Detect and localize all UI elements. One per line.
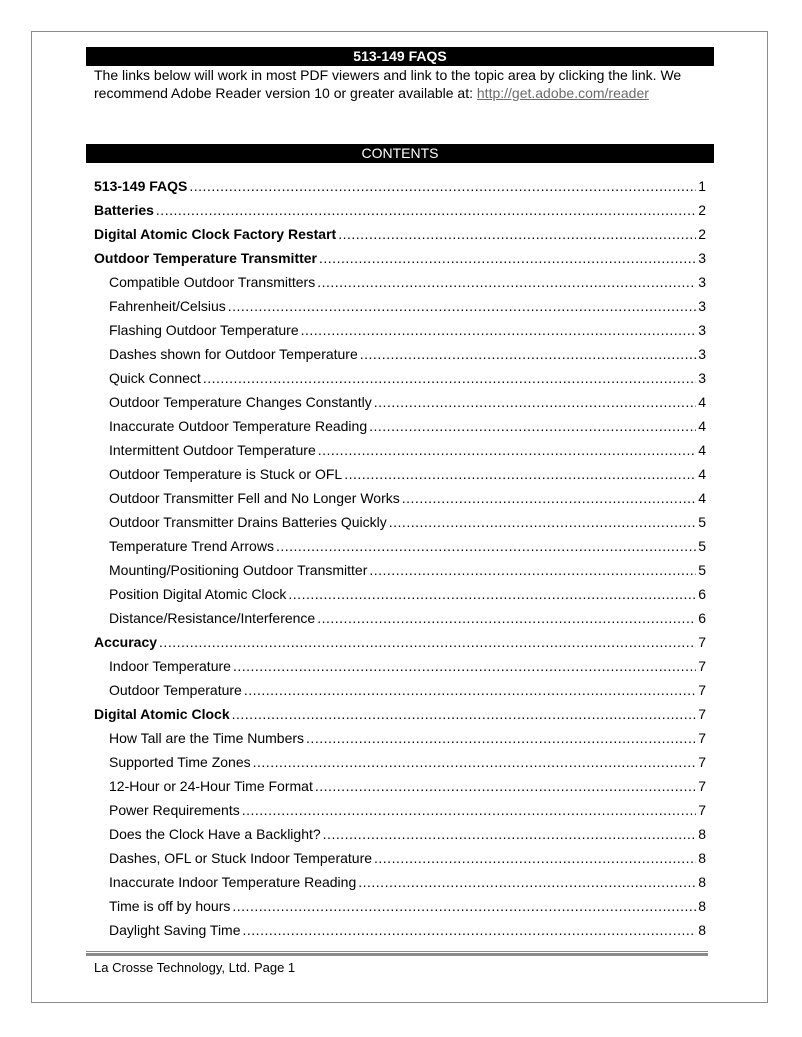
toc-entry[interactable] (94, 534, 706, 558)
toc-entry[interactable] (94, 798, 706, 822)
toc-entry-page-number: 3 (698, 346, 706, 362)
toc-entry-page-number: 7 (698, 802, 706, 818)
toc-entry[interactable] (94, 582, 706, 606)
toc-entry-label: Dashes shown for Outdoor Temperature (109, 346, 358, 362)
toc-entry-page-number: 7 (698, 682, 706, 698)
toc-entry-page-number: 7 (698, 658, 706, 674)
toc-entry-label: Does the Clock Have a Backlight? (109, 826, 321, 842)
toc-entry-label: Outdoor Transmitter Fell and No Longer Works (109, 490, 400, 506)
toc-dot-leader (233, 654, 696, 678)
toc-entry[interactable] (94, 462, 706, 486)
toc-entry-label: Outdoor Transmitter Drains Batteries Quickly (109, 514, 387, 530)
toc-entry-page-number: 7 (698, 778, 706, 794)
toc-entry[interactable] (94, 774, 706, 798)
toc-entry-label: Supported Time Zones (109, 754, 251, 770)
toc-entry[interactable] (94, 678, 706, 702)
toc-entry-label: Outdoor Temperature Changes Constantly (109, 394, 372, 410)
toc-entry-label: Temperature Trend Arrows (109, 538, 274, 554)
toc-dot-leader (253, 750, 697, 774)
toc-dot-leader (374, 846, 696, 870)
toc-entry-label: Position Digital Atomic Clock (109, 586, 287, 602)
toc-dot-leader (402, 486, 696, 510)
toc-entry-page-number: 6 (698, 586, 706, 602)
toc-entry-page-number: 1 (698, 178, 706, 194)
toc-entry[interactable] (94, 654, 706, 678)
toc-entry-page-number: 8 (698, 826, 706, 842)
toc-entry-label: Distance/Resistance/Interference (109, 610, 316, 626)
toc-entry-label: Flashing Outdoor Temperature (109, 322, 299, 338)
toc-entry-page-number: 3 (698, 322, 706, 338)
toc-entry-label: Inaccurate Outdoor Temperature Reading (109, 418, 368, 434)
toc-entry-label: Batteries (94, 202, 154, 218)
toc-entry-label: Mounting/Positioning Outdoor Transmitter (109, 562, 368, 578)
toc-dot-leader (358, 870, 696, 894)
toc-entry[interactable] (94, 558, 706, 582)
toc-entry-label: Inaccurate Indoor Temperature Reading (109, 874, 357, 890)
toc-dot-leader (228, 294, 696, 318)
toc-dot-leader (244, 678, 696, 702)
toc-entry[interactable] (94, 750, 706, 774)
toc-entry[interactable] (94, 486, 706, 510)
toc-entry-label: Time is off by hours (109, 898, 231, 914)
toc-entry-page-number: 5 (698, 514, 706, 530)
toc-dot-leader (389, 510, 696, 534)
toc-entry[interactable] (94, 246, 706, 270)
toc-dot-leader (301, 318, 697, 342)
toc-entry-page-number: 6 (698, 610, 706, 626)
toc-dot-leader (317, 270, 696, 294)
toc-entry-page-number: 8 (698, 850, 706, 866)
toc-entry-page-number: 7 (698, 634, 706, 650)
toc-entry[interactable] (94, 822, 706, 846)
toc-dot-leader (360, 342, 696, 366)
toc-entry-label: How Tall are the Time Numbers (109, 730, 305, 746)
adobe-reader-link[interactable]: http://get.adobe.com/reader (476, 85, 649, 101)
toc-dot-leader (242, 798, 696, 822)
toc-entry[interactable] (94, 702, 706, 726)
toc-entry-label: Indoor Temperature (109, 658, 231, 674)
toc-entry-page-number: 4 (698, 394, 706, 410)
toc-entry-label: Digital Atomic Clock (94, 706, 230, 722)
toc-entry-label: Quick Connect (109, 370, 201, 386)
toc-entry[interactable] (94, 510, 706, 534)
toc-entry[interactable] (94, 894, 706, 918)
toc-dot-leader (159, 630, 696, 654)
toc-entry-page-number: 7 (698, 730, 706, 746)
toc-entry-label: Fahrenheit/Celsius (109, 298, 226, 314)
toc-dot-leader (369, 414, 696, 438)
toc-entry-label: 12-Hour or 24-Hour Time Format (109, 778, 313, 794)
toc-entry-page-number: 3 (698, 298, 706, 314)
toc-entry[interactable] (94, 294, 706, 318)
toc-entry-page-number: 4 (698, 442, 706, 458)
toc-entry-page-number: 7 (698, 754, 706, 770)
toc-entry[interactable] (94, 318, 706, 342)
toc-dot-leader (288, 582, 696, 606)
toc-entry-page-number: 5 (698, 562, 706, 578)
toc-dot-leader (319, 246, 696, 270)
intro-text: The links below will work in most PDF viewers and link to the topic area by clicking the link. We recommend Adobe Reader version 10 or greater available at: (94, 67, 682, 101)
toc-entry-page-number: 3 (698, 274, 706, 290)
toc-dot-leader (156, 198, 696, 222)
footer-divider (86, 951, 708, 956)
toc-entry-label: Outdoor Temperature (109, 682, 242, 698)
toc-entry[interactable] (94, 606, 706, 630)
toc-entry[interactable] (94, 222, 706, 246)
toc-entry-page-number: 8 (698, 922, 706, 938)
toc-entry-page-number: 4 (698, 490, 706, 506)
toc-entry[interactable] (94, 342, 706, 366)
toc-entry-label: Accuracy (94, 634, 158, 650)
toc-dot-leader (323, 822, 697, 846)
toc-dot-leader (318, 438, 696, 462)
toc-entry-label: Daylight Saving Time (109, 922, 241, 938)
toc-entry-label: Intermittent Outdoor Temperature (109, 442, 316, 458)
toc-entry-label: 513-149 FAQS (94, 178, 188, 194)
toc-dot-leader (276, 534, 696, 558)
toc-entry-page-number: 7 (698, 706, 706, 722)
toc-entry-page-number: 3 (698, 250, 706, 266)
toc-entry[interactable] (94, 726, 706, 750)
toc-entry-page-number: 5 (698, 538, 706, 554)
toc-dot-leader (338, 222, 696, 246)
toc-dot-leader (317, 606, 696, 630)
toc-entry[interactable] (94, 870, 706, 894)
toc-entry[interactable] (94, 414, 706, 438)
toc-dot-leader (369, 558, 696, 582)
toc-entry[interactable] (94, 846, 706, 870)
toc-dot-leader (306, 726, 696, 750)
toc-entry-page-number: 8 (698, 874, 706, 890)
intro-paragraph (94, 66, 714, 102)
toc-entry[interactable] (94, 198, 706, 222)
table-of-contents (94, 174, 706, 942)
toc-dot-leader (315, 774, 696, 798)
toc-dot-leader (344, 462, 696, 486)
toc-entry[interactable] (94, 438, 706, 462)
toc-entry-label: Digital Atomic Clock Factory Restart (94, 226, 337, 242)
contents-heading: CONTENTS (86, 144, 714, 163)
toc-dot-leader (232, 702, 697, 726)
toc-entry-page-number: 4 (698, 466, 706, 482)
toc-dot-leader (232, 894, 696, 918)
toc-dot-leader (374, 390, 696, 414)
toc-entry[interactable] (94, 918, 706, 942)
toc-entry[interactable] (94, 366, 706, 390)
toc-entry[interactable] (94, 390, 706, 414)
toc-entry-label: Power Requirements (109, 802, 240, 818)
toc-entry-page-number: 2 (698, 202, 706, 218)
toc-entry[interactable] (94, 270, 706, 294)
toc-entry[interactable] (94, 174, 706, 198)
toc-entry-label: Outdoor Temperature Transmitter (94, 250, 318, 266)
toc-dot-leader (189, 174, 696, 198)
toc-entry-label: Compatible Outdoor Transmitters (109, 274, 316, 290)
toc-entry-page-number: 8 (698, 898, 706, 914)
page-title: 513-149 FAQS (86, 47, 714, 66)
toc-entry-page-number: 4 (698, 418, 706, 434)
toc-entry[interactable] (94, 630, 706, 654)
page-footer: La Crosse Technology, Ltd. Page 1 (94, 960, 296, 975)
toc-dot-leader (203, 366, 696, 390)
toc-dot-leader (243, 918, 697, 942)
toc-entry-page-number: 3 (698, 370, 706, 386)
toc-entry-label: Outdoor Temperature is Stuck or OFL (109, 466, 343, 482)
toc-entry-label: Dashes, OFL or Stuck Indoor Temperature (109, 850, 373, 866)
toc-entry-page-number: 2 (698, 226, 706, 242)
